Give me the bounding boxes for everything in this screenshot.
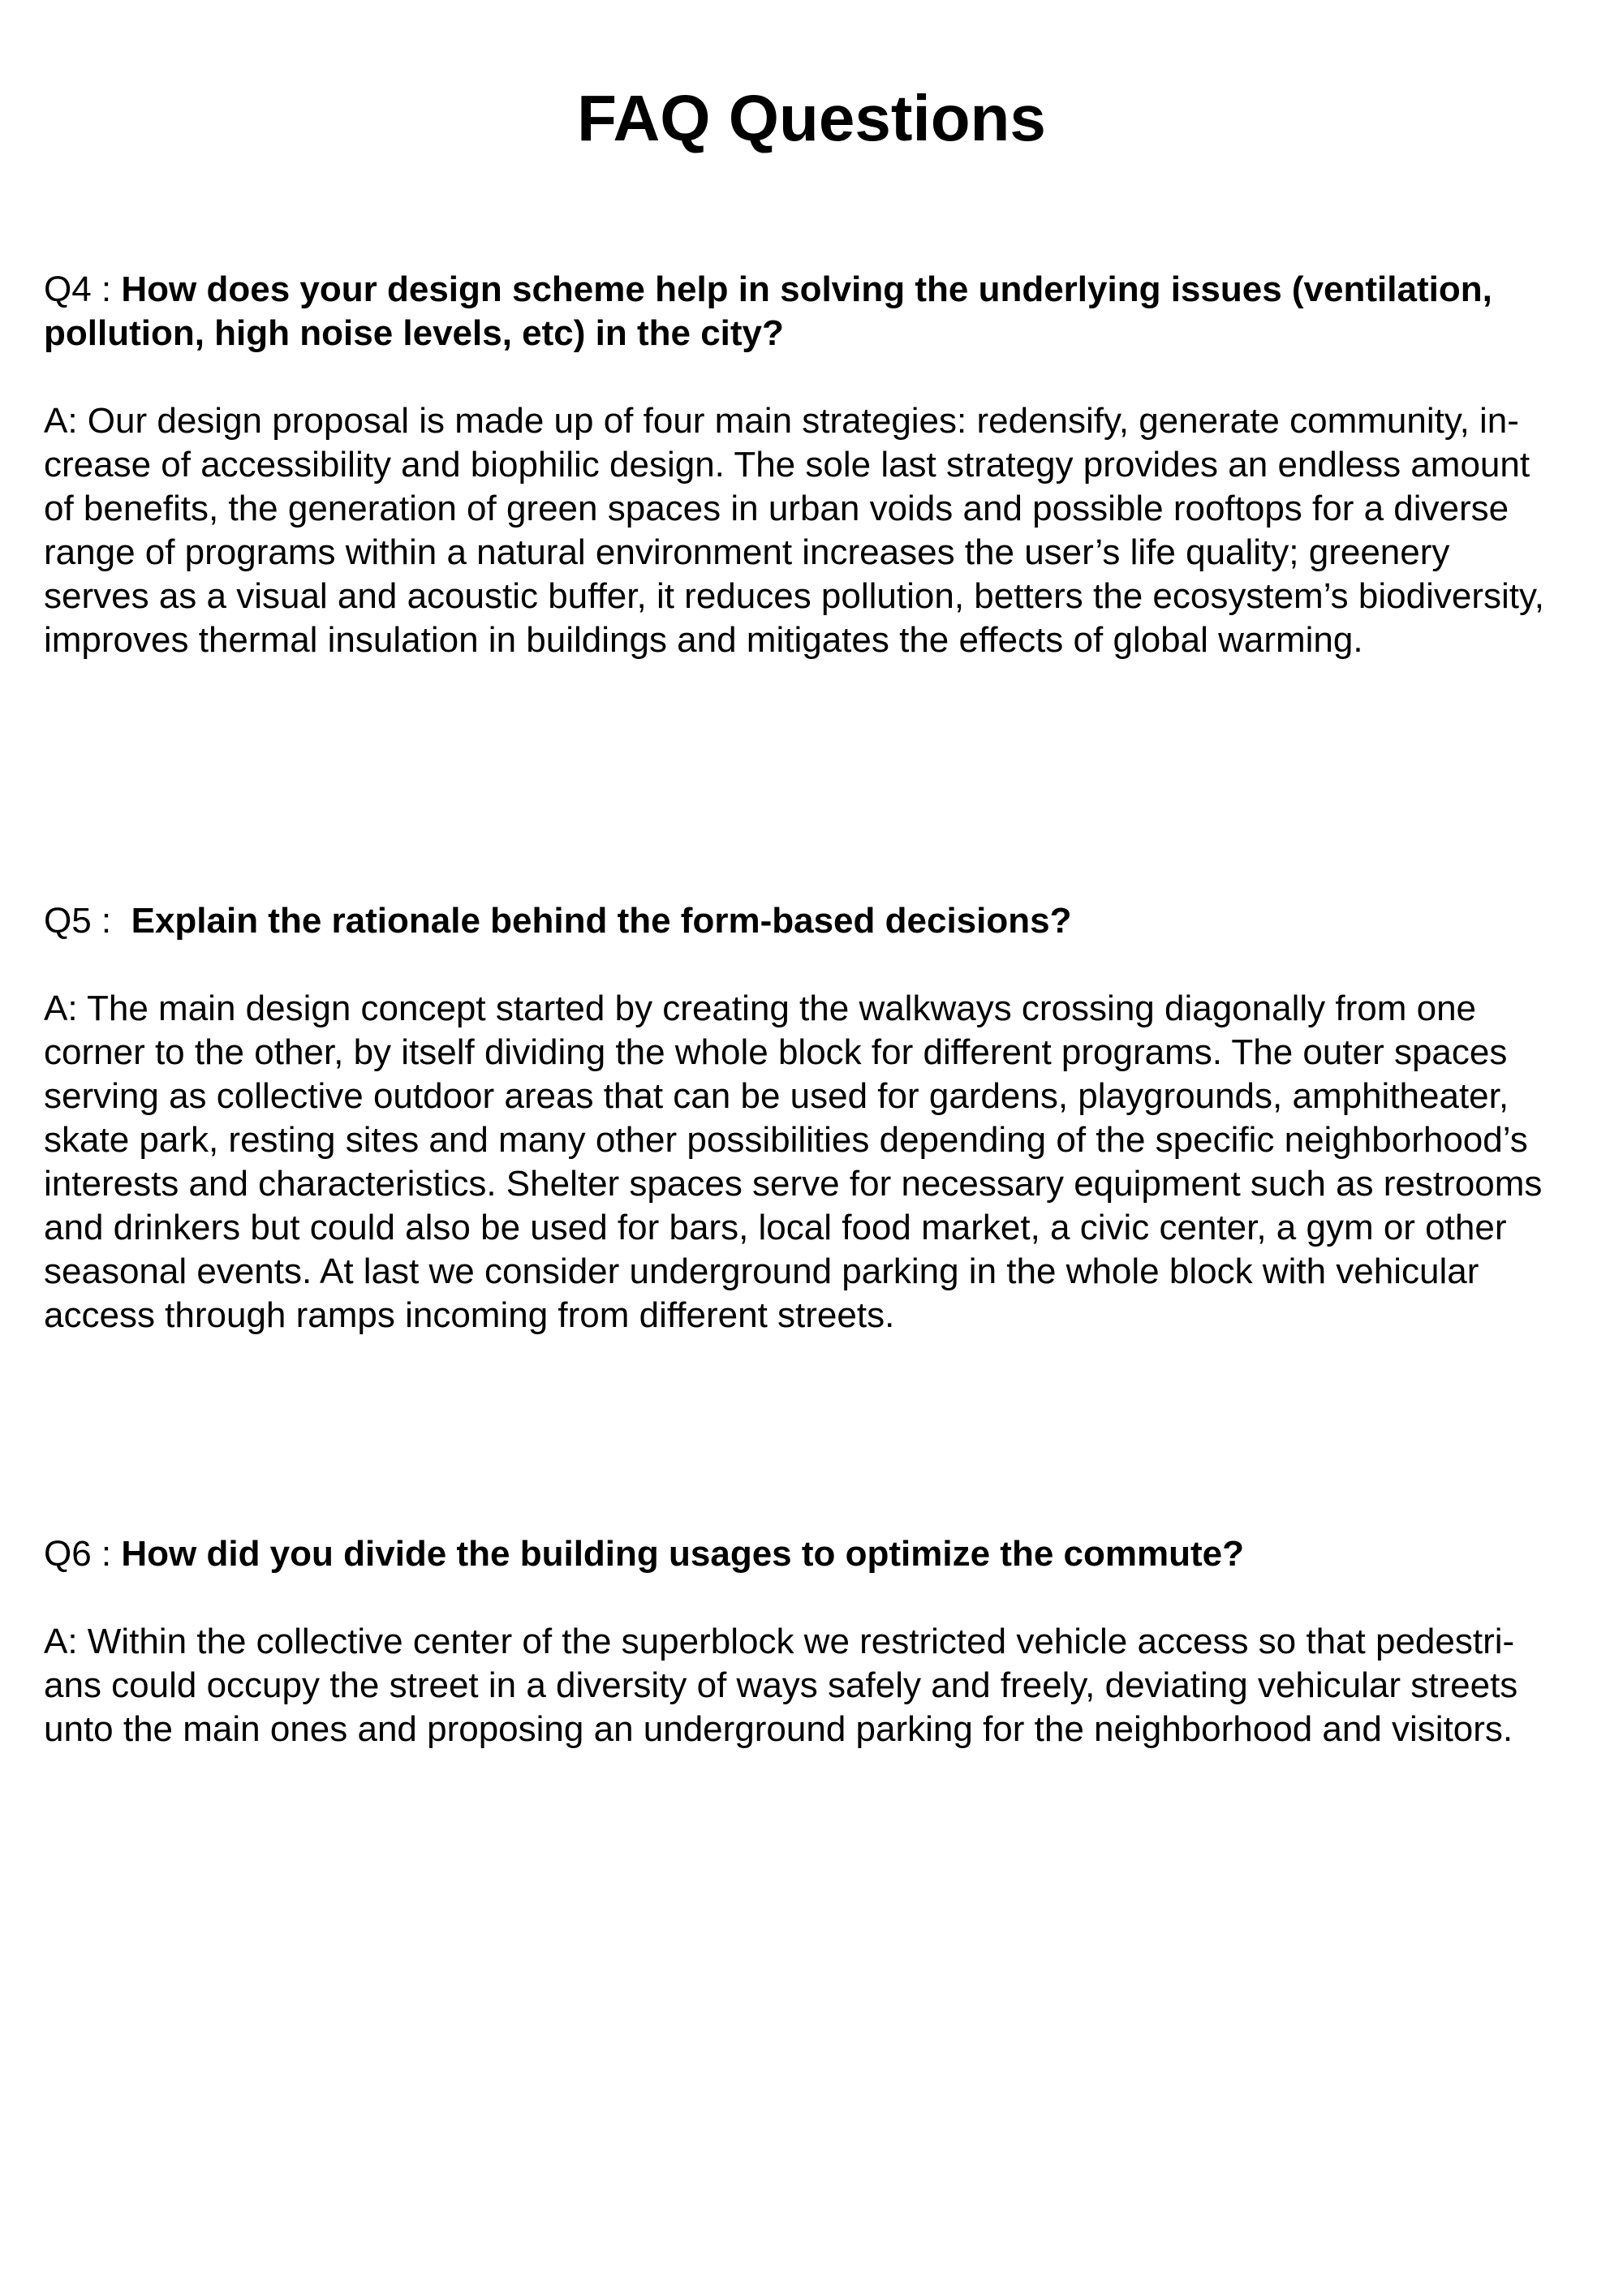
faq-answer: [44, 987, 1586, 1338]
answer-line: serving as collective outdoor areas that can be used for gardens, playgrounds, amphitheater,: [44, 1076, 1509, 1116]
question-label: Q5 :: [44, 901, 131, 941]
question-text: How does your design scheme help in solving the underlying issues (ventilation, pollution, high noise levels, etc) in the city?: [44, 269, 1492, 353]
answer-line: serves as a visual and acoustic buffer, it reduces pollution, betters the ecosystem’s biodiversity,: [44, 576, 1544, 616]
answer-line: corner to the other, by itself dividing the whole block for different programs. The outer spaces: [44, 1032, 1508, 1072]
answer-line: crease of accessibility and biophilic design. The sole last strategy provides an endless amount: [44, 445, 1530, 485]
answer-line: access through ramps incoming from different streets.: [44, 1295, 895, 1335]
answer-line: seasonal events. At last we consider underground parking in the whole block with vehicular: [44, 1251, 1479, 1291]
faq-item-q5: [44, 899, 1586, 1338]
answer-line: and drinkers but could also be used for bars, local food market, a civic center, a gym or other: [44, 1208, 1507, 1247]
answer-line: of benefits, the generation of green spaces in urban voids and possible rooftops for a diverse: [44, 489, 1509, 528]
faq-answer: [44, 399, 1586, 662]
answer-line: A: The main design concept started by creating the walkways crossing diagonally from one: [44, 989, 1477, 1028]
faq-question: [44, 268, 1586, 355]
faq-answer: [44, 1620, 1586, 1751]
answer-line: range of programs within a natural environment increases the user’s life quality; greenery: [44, 532, 1450, 572]
answer-line: unto the main ones and proposing an underground parking for the neighborhood and visitors.: [44, 1709, 1513, 1749]
faq-item-q4: [44, 268, 1586, 662]
answer-line: skate park, resting sites and many other possibilities depending of the specific neighborhood’s: [44, 1120, 1528, 1160]
answer-line: ans could occupy the street in a diversity of ways safely and freely, deviating vehicular streets: [44, 1665, 1518, 1705]
answer-line: interests and characteristics. Shelter spaces serve for necessary equipment such as restrooms: [44, 1164, 1543, 1204]
answer-line: A: Within the collective center of the superblock we restricted vehicle access so that pedestri-: [44, 1622, 1515, 1661]
answer-line: improves thermal insulation in buildings and mitigates the effects of global warming.: [44, 620, 1363, 660]
answer-line: A: Our design proposal is made up of four main strategies: redensify, generate community, in-: [44, 401, 1519, 441]
faq-question: [44, 1532, 1586, 1576]
question-label: Q4 :: [44, 269, 122, 309]
question-text: How did you divide the building usages to optimize the commute?: [121, 1534, 1244, 1574]
question-label: Q6 :: [44, 1534, 122, 1574]
question-text: Explain the rationale behind the form-based decisions?: [131, 901, 1072, 941]
faq-item-q6: [44, 1532, 1586, 1751]
page-title: FAQ Questions: [577, 82, 1046, 154]
faq-question: [44, 899, 1586, 943]
